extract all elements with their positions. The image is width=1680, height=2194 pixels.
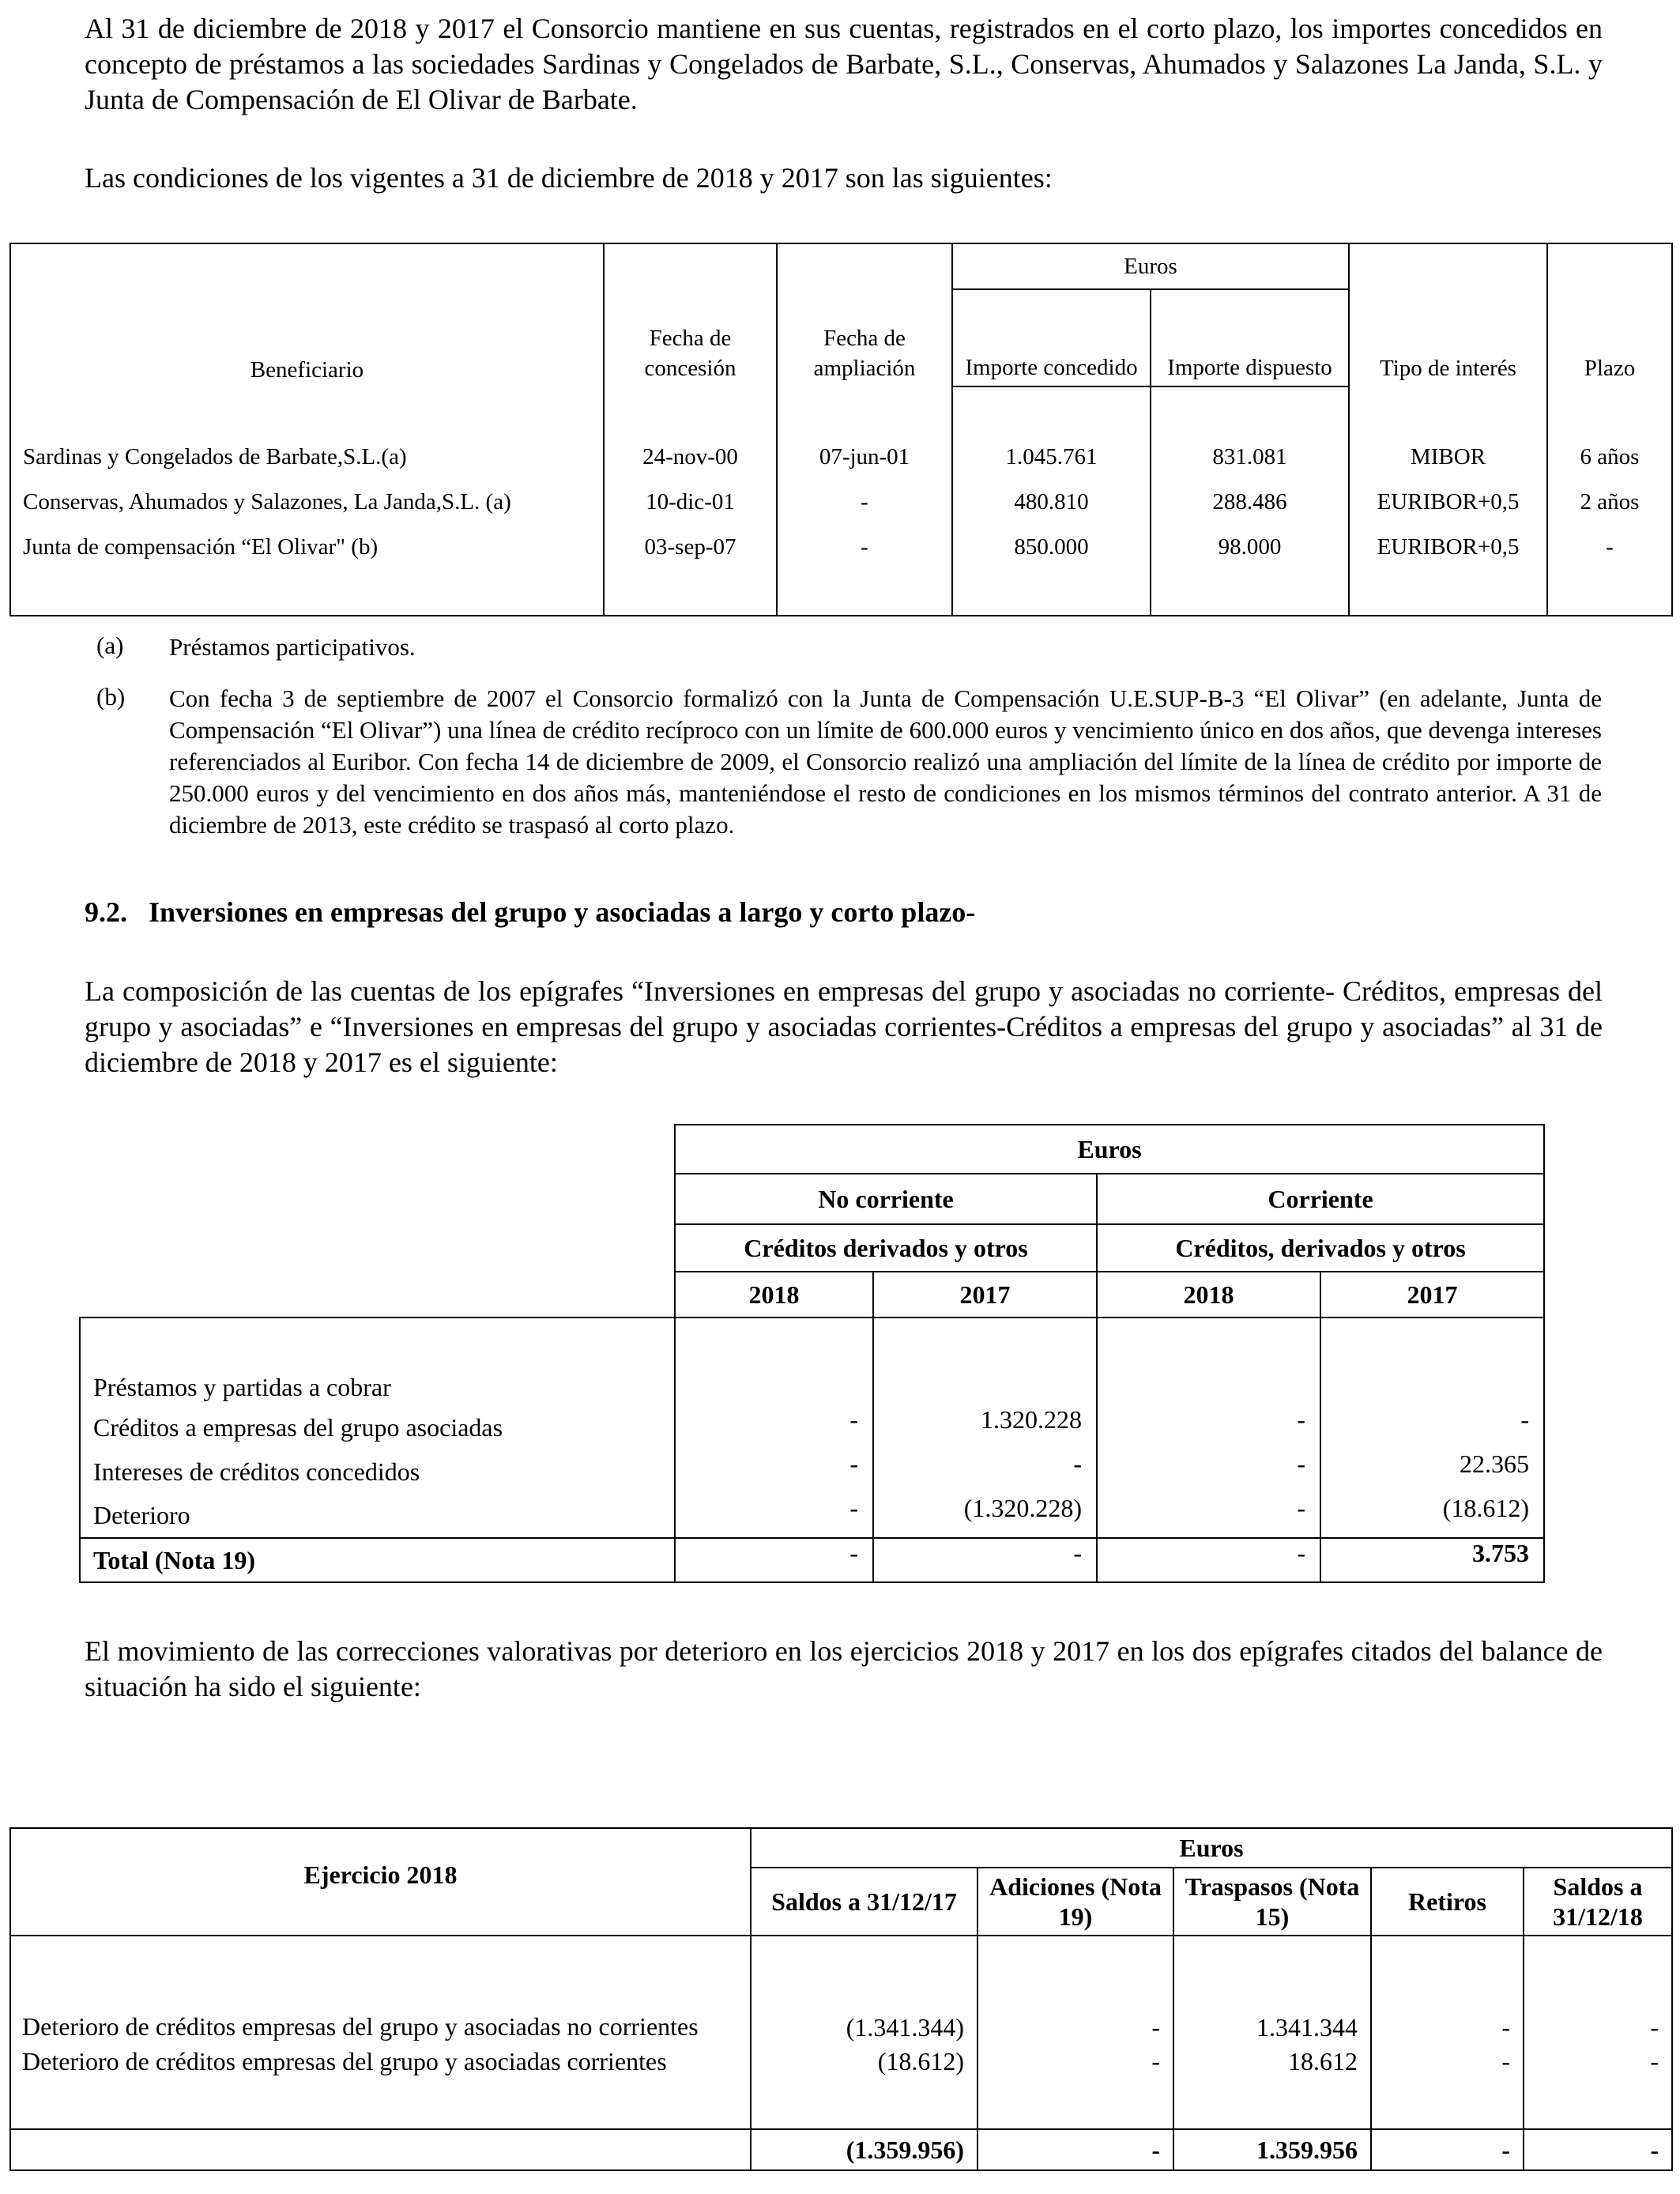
- table-row: [10, 2047, 1672, 2094]
- euros-header: Euros: [751, 1828, 1672, 1868]
- conditions-paragraph: Las condiciones de los vigentes a 31 de diciembre de 2018 y 2017 son las siguientes:: [85, 162, 1053, 194]
- table-row: [10, 525, 1672, 570]
- value-cell: -: [1097, 1405, 1320, 1449]
- col-fecha-ampliacion: Fecha de ampliación: [777, 243, 952, 386]
- interes-cell: EURIBOR+0,5: [1349, 480, 1547, 525]
- value-cell: 1.341.344: [1173, 1936, 1371, 2047]
- no-corriente-subheader: Créditos derivados y otros: [675, 1224, 1097, 1272]
- dispuesto-cell: 831.081: [1151, 435, 1349, 480]
- concedido-cell: 480.810: [952, 480, 1151, 525]
- total-value: -: [873, 1538, 1097, 1582]
- value-cell: -: [675, 1449, 873, 1494]
- ampliacion-cell: 07-jun-01: [777, 435, 952, 480]
- value-cell: -: [1371, 2047, 1524, 2094]
- total-value: -: [1097, 1538, 1320, 1582]
- value-cell: -: [1097, 1494, 1320, 1538]
- concesion-cell: 10-dic-01: [604, 480, 777, 525]
- col-header: Retiros: [1371, 1868, 1524, 1936]
- total-label: Total (Nota 19): [80, 1538, 675, 1582]
- plazo-cell: -: [1547, 525, 1672, 570]
- year-header: 2018: [1097, 1272, 1320, 1318]
- year-header: 2017: [873, 1272, 1097, 1318]
- col-header: Saldos a 31/12/18: [1524, 1868, 1672, 1936]
- concesion-cell: 03-sep-07: [604, 525, 777, 570]
- table-row: [10, 1936, 1672, 2047]
- value-cell: -: [675, 1405, 873, 1449]
- col-plazo: Plazo: [1547, 243, 1672, 386]
- table-title: Ejercicio 2018: [10, 1828, 751, 1936]
- year-header: 2018: [675, 1272, 873, 1318]
- beneficiario-cell: Conservas, Ahumados y Salazones, La Janda,S.L. (a): [10, 480, 604, 525]
- value-cell: -: [1320, 1405, 1544, 1449]
- corriente-subheader: Créditos, derivados y otros: [1097, 1224, 1544, 1272]
- note-text: Préstamos participativos.: [169, 633, 416, 661]
- table-row: [10, 480, 1672, 525]
- row-label: Intereses de créditos concedidos: [80, 1449, 675, 1494]
- note-mark: (b): [96, 683, 126, 711]
- value-cell: -: [977, 2047, 1173, 2094]
- concedido-cell: 1.045.761: [952, 435, 1151, 480]
- table-row: [80, 1449, 1544, 1494]
- note-mark: (a): [96, 631, 124, 659]
- ampliacion-cell: -: [777, 480, 952, 525]
- total-value: -: [977, 2129, 1173, 2170]
- col-beneficiario: Beneficiario: [10, 243, 604, 386]
- dispuesto-cell: 98.000: [1151, 525, 1349, 570]
- total-value: -: [1371, 2129, 1524, 2170]
- interes-cell: MIBOR: [1349, 435, 1547, 480]
- row-label: Deterioro de créditos empresas del grupo y asociadas corrientes: [10, 2047, 751, 2094]
- col-tipo-interes: Tipo de interés: [1349, 243, 1547, 386]
- col-header: Saldos a 31/12/17: [751, 1868, 977, 1936]
- col-importe-concedido: Importe concedido: [952, 289, 1151, 386]
- value-cell: -: [977, 1936, 1173, 2047]
- value-cell: 22.365: [1320, 1449, 1544, 1494]
- interes-cell: EURIBOR+0,5: [1349, 525, 1547, 570]
- impairment-table: [9, 1827, 1673, 2171]
- value-cell: -: [1097, 1449, 1320, 1494]
- beneficiario-cell: Junta de compensación “El Olivar" (b): [10, 525, 604, 570]
- total-row: [10, 2129, 1672, 2170]
- col-fecha-concesion: Fecha de concesión: [604, 243, 777, 386]
- beneficiario-cell: Sardinas y Congelados de Barbate,S.L.(a): [10, 435, 604, 480]
- investments-table: [79, 1124, 1545, 1583]
- section-heading: 9.2. Inversiones en empresas del grupo y asociadas a largo y corto plazo-: [85, 896, 976, 928]
- composition-paragraph: La composición de las cuentas de los epígrafes “Inversiones en empresas del grupo y asociadas no corriente- Créditos, empresas del grupo y asociadas” e “Inversiones en empresas del grupo y asociadas corrientes-Créditos a empresas del grupo y asociadas” al 31 de diciembre de 2018 y 2017 es el siguiente:: [85, 975, 1603, 1078]
- total-value: (1.359.956): [751, 2129, 977, 2170]
- corriente-header: Corriente: [1097, 1174, 1544, 1224]
- no-corriente-header: No corriente: [675, 1174, 1097, 1224]
- euros-header: Euros: [675, 1125, 1544, 1174]
- concesion-cell: 24-nov-00: [604, 435, 777, 480]
- table-row: [80, 1405, 1544, 1449]
- total-value: 3.753: [1320, 1538, 1544, 1582]
- value-cell: -: [873, 1449, 1097, 1494]
- total-value: -: [675, 1538, 873, 1582]
- total-value: -: [1524, 2129, 1672, 2170]
- loans-table: [9, 243, 1673, 616]
- dispuesto-cell: 288.486: [1151, 480, 1349, 525]
- value-cell: -: [1524, 1936, 1672, 2047]
- total-label: [10, 2129, 751, 2170]
- total-row: [80, 1538, 1544, 1582]
- total-value: 1.359.956: [1173, 2129, 1371, 2170]
- col-header: Traspasos (Nota 15): [1173, 1868, 1371, 1936]
- col-importe-dispuesto: Importe dispuesto: [1151, 289, 1349, 386]
- value-cell: (18.612): [1320, 1494, 1544, 1538]
- euros-header: Euros: [952, 243, 1349, 289]
- plazo-cell: 2 años: [1547, 480, 1672, 525]
- plazo-cell: 6 años: [1547, 435, 1672, 480]
- value-cell: 18.612: [1173, 2047, 1371, 2094]
- value-cell: 1.320.228: [873, 1405, 1097, 1449]
- table-row: [10, 435, 1672, 480]
- value-cell: -: [1371, 1936, 1524, 2047]
- value-cell: -: [675, 1494, 873, 1538]
- ampliacion-cell: -: [777, 525, 952, 570]
- row-label: Créditos a empresas del grupo asociadas: [80, 1405, 675, 1449]
- value-cell: (1.320.228): [873, 1494, 1097, 1538]
- value-cell: (1.341.344): [751, 1936, 977, 2047]
- row-label: Deterioro de créditos empresas del grupo y asociadas no corrientes: [10, 1936, 751, 2047]
- col-header: Adiciones (Nota 19): [977, 1868, 1173, 1936]
- movement-paragraph: El movimiento de las correcciones valorativas por deterioro en los ejercicios 2018 y 2017 en los dos epígrafes citados del balance de situación ha sido el siguiente:: [85, 1635, 1603, 1702]
- value-cell: -: [1524, 2047, 1672, 2094]
- table-row: [80, 1494, 1544, 1538]
- row-label: Deterioro: [80, 1494, 675, 1538]
- section-label: Préstamos y partidas a cobrar: [80, 1318, 675, 1405]
- value-cell: (18.612): [751, 2047, 977, 2094]
- year-header: 2017: [1320, 1272, 1544, 1318]
- note-text: Con fecha 3 de septiembre de 2007 el Consorcio formalizó con la Junta de Compensación U.E.SUP-B-3 “El Olivar” (en adelante, Junta de Compensación “El Olivar”) una línea de crédito recíproco con un límite de 600.000 euros y vencimiento único en dos años, que devenga intereses referenciados al Euribor. Con fecha 14 de diciembre de 2009, el Consorcio realizó una ampliación del límite de la línea de crédito por importe de 250.000 euros y del vencimiento en dos años más, manteniéndose el resto de condiciones en los mismos términos del contrato anterior. A 31 de diciembre de 2013, este crédito se traspasó al corto plazo.: [169, 684, 1602, 839]
- concedido-cell: 850.000: [952, 525, 1151, 570]
- intro-paragraph: Al 31 de diciembre de 2018 y 2017 el Consorcio mantiene en sus cuentas, registrados en el corto plazo, los importes concedidos en concepto de préstamos a las sociedades Sardinas y Congelados de Barbate, S.L., Conservas, Ahumados y Salazones La Janda, S.L. y Junta de Compensación de El Olivar de Barbate.: [85, 13, 1603, 115]
